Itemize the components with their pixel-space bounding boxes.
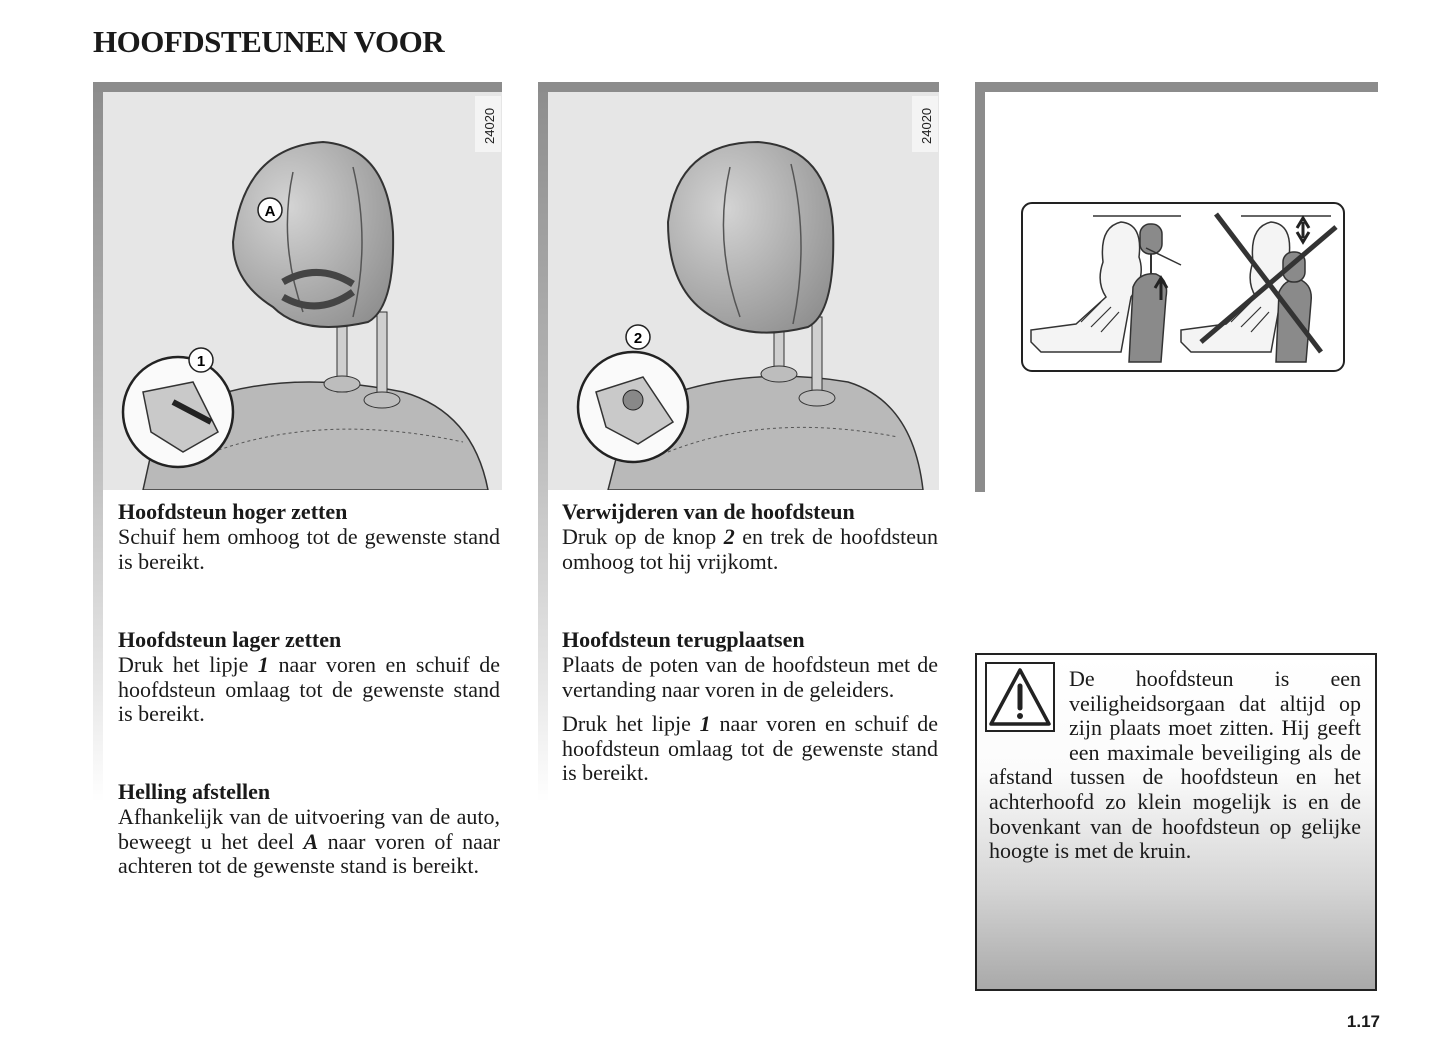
column-2-top-bar	[538, 82, 939, 92]
reference-1: 1	[699, 711, 711, 736]
warning-text: De hoofdsteun is een veiligheidsorgaan dat altijd op zijn plaats moet zitten. Hij geeft een maximale beveiliging als de afstand tussen de hoofdsteun en het achterhoofd zo klein mogelijk is en de bovenkant van de hoofdsteun op gelijke hoogte is met de kruin.	[989, 666, 1361, 864]
heading-refit-headrest: Hoofdsteun terugplaatsen	[562, 627, 805, 652]
callout-2-label: 2	[633, 330, 643, 347]
reference-a: A	[303, 828, 319, 854]
column-3-top-bar	[975, 82, 1378, 92]
column-2-shade-bar	[538, 82, 548, 802]
body-lower-headrest	[118, 653, 500, 727]
text-run: naar voren of naar achteren tot de gewenste stand is bereikt.	[118, 828, 500, 878]
body-remove-headrest	[562, 525, 938, 574]
heading-tilt-adjust: Helling afstellen	[118, 779, 271, 804]
callout-1-label: 1	[196, 353, 206, 370]
figure-raise-headrest	[103, 92, 502, 490]
reference-2: 2	[723, 524, 735, 549]
text-run: Druk het lipje	[118, 652, 258, 677]
figure-remove-headrest	[548, 92, 939, 490]
figure-code: 24020	[919, 107, 934, 144]
heading-raise-headrest: Hoofdsteun hoger zetten	[118, 499, 348, 524]
column-3-shade-bar	[975, 82, 985, 492]
section-remove-headrest	[562, 499, 938, 574]
text-run: Afhankelijk van de uitvoering van de auto, beweegt u het deel	[118, 804, 500, 854]
heading-remove-headrest: Verwijderen van de hoofdsteun	[562, 499, 855, 524]
callout-a-label: A	[264, 203, 276, 220]
section-tilt-adjust	[118, 779, 500, 879]
column-1-shade-bar	[93, 82, 103, 802]
body-refit-headrest-1: Plaats de poten van de hoofdsteun met de vertanding naar voren in de geleiders.	[562, 652, 938, 702]
page-number: 1.17	[1346, 1012, 1380, 1031]
text-run: Druk op de knop	[562, 524, 724, 549]
headrest-adjust-illustration	[103, 92, 502, 490]
text-run: naar voren en schuif de hoofdsteun omlaag tot de gewenste stand is bereikt.	[118, 652, 500, 726]
figure-code: 24020	[482, 107, 497, 144]
column-1-top-bar	[93, 82, 502, 92]
heading-lower-headrest: Hoofdsteun lager zetten	[118, 627, 342, 652]
body-refit-headrest-2	[562, 712, 938, 786]
section-lower-headrest	[118, 627, 500, 727]
body-raise-headrest: Schuif hem omhoog tot de gewenste stand is bereikt.	[118, 524, 500, 574]
warning-box	[975, 653, 1377, 991]
headrest-remove-illustration	[548, 92, 939, 490]
text-run: en trek de hoofdsteun omhoog tot hij vrijkomt.	[562, 524, 939, 574]
page-title: HOOFDSTEUNEN VOOR	[93, 24, 445, 59]
text-run: Druk het lipje	[562, 711, 700, 736]
headrest-position-diagram	[1021, 202, 1345, 372]
reference-1: 1	[257, 652, 269, 677]
text-run: naar voren en schuif de hoofdsteun omlaag tot de gewenste stand is bereikt.	[562, 711, 938, 785]
section-refit-headrest	[562, 627, 938, 786]
body-tilt-adjust	[118, 805, 500, 879]
section-raise-headrest	[118, 499, 500, 574]
